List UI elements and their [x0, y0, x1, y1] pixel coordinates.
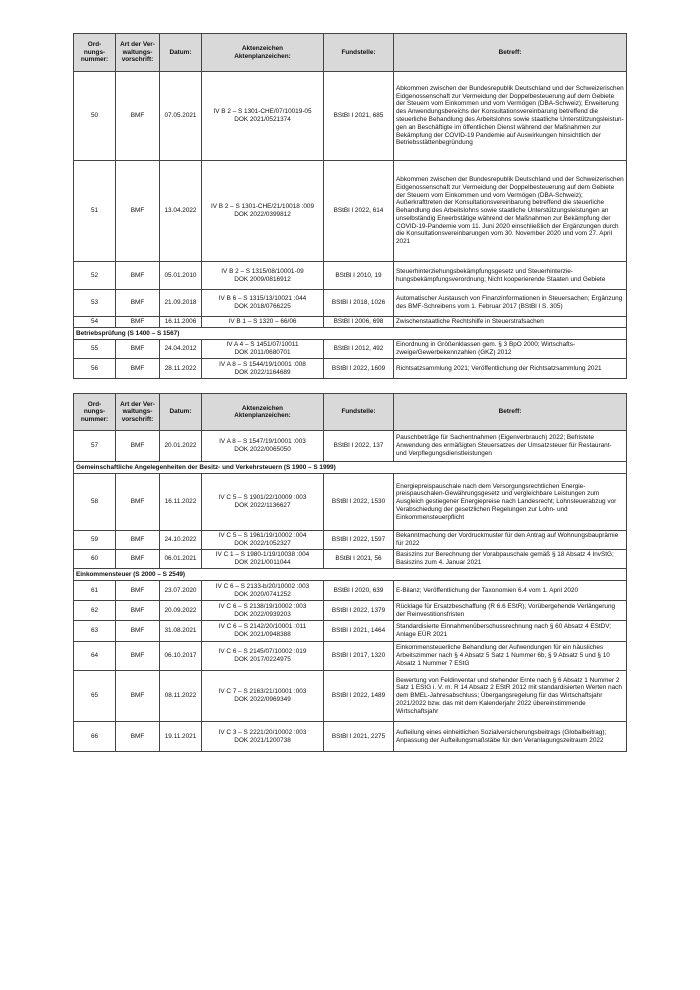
header-ordnungsnummer: Ord- nungs- nummer: — [74, 34, 116, 72]
cell-betreff: Abkommen zwischen der Bundesrepublik Deutschland und der Schweizerischen Eidgenossenschaft zur Vermeidung der Doppelbesteuerung auf dem Gebiete der Steuern vom Einkommen und vom Vermögen (DBA-Schweiz); Erweiterung des Anwendungsbereichs der Konsultationsvereinbarung betreffend die steuerliche Behandlung des Arbeitslohns sowie staatliche Unterstützungsleistungen an Beschäftigte im öffentlichen Dienst während der Maßnahmen zur Bekämpfung der COVID-19 Pandemie auf Auswirkungen hinsichtlich der Betriebsstättenbegründung — [394, 72, 627, 161]
cell-art: BMF — [116, 431, 160, 462]
header-art: Art der Ver- waltungs- vorschrift: — [116, 394, 160, 431]
table-row — [74, 431, 627, 462]
cell-ordnungsnummer: 56 — [74, 359, 116, 379]
header-aktenzeichen: Aktenzeichen Aktenplanzeichen: — [202, 394, 324, 431]
cell-betreff: Aufteilung eines einheitlichen Sozialversicherungsbeitrags (Globalbeitrag); Anpassung der Aufteilungsmaßstäbe für den Veranlagungszeitraum 2022 — [394, 722, 627, 752]
cell-ordnungsnummer: 59 — [74, 531, 116, 550]
cell-fundstelle: BStBl I 2020, 639 — [324, 581, 394, 601]
table-header-row — [74, 34, 627, 72]
table-row — [74, 550, 627, 569]
header-betreff: Betreff: — [394, 394, 627, 431]
cell-art: BMF — [116, 531, 160, 550]
cell-aktenzeichen: IV C 5 – S 1961/19/10002 :004 DOK 2022/1052327 — [202, 531, 324, 550]
cell-ordnungsnummer: 65 — [74, 671, 116, 722]
cell-aktenzeichen: IV C 6 – S 2133-b/20/10002 :003 DOK 2020/0741252 — [202, 581, 324, 601]
header-datum: Datum: — [160, 394, 202, 431]
cell-ordnungsnummer: 60 — [74, 550, 116, 569]
cell-fundstelle: BStBl I 2022, 1489 — [324, 671, 394, 722]
cell-betreff: Steuerhinterziehungsbekämpfungsgesetz und Steuerhinterziehungsbekämpfungsverordnung; Nicht kooperierende Staaten und Gebiete — [394, 262, 627, 290]
table-row — [74, 161, 627, 262]
cell-betreff: Automatischer Austausch von Finanzinformationen in Steuersachen; Ergänzung des BMF-Schreibens vom 1. Februar 2017 (BStBl I S. 305) — [394, 290, 627, 317]
section-heading: Einkommensteuer (S 2000 – S 2549) — [74, 569, 627, 581]
cell-art: BMF — [116, 262, 160, 290]
table-row — [74, 621, 627, 642]
cell-ordnungsnummer: 63 — [74, 621, 116, 642]
cell-ordnungsnummer: 50 — [74, 72, 116, 161]
cell-aktenzeichen: IV B 2 – S 1315/08/10001-09 DOK 2009/0816912 — [202, 262, 324, 290]
table-row — [74, 581, 627, 601]
cell-betreff: Einordnung in Größenklassen gem. § 3 BpO 2000; Wirtschaftszweige/Gewerbekennzahlen (GKZ) 2012 — [394, 340, 627, 359]
table-row — [74, 262, 627, 290]
cell-aktenzeichen: IV A 8 – S 1544/19/10001 :008 DOK 2022/1164689 — [202, 359, 324, 379]
cell-art: BMF — [116, 642, 160, 671]
cell-betreff: Rücklage für Ersatzbeschaffung (R 6.6 EStR); Vorübergehende Verlängerung der Reinvestitionsfristen — [394, 601, 627, 621]
cell-datum: 31.08.2021 — [160, 621, 202, 642]
cell-ordnungsnummer: 66 — [74, 722, 116, 752]
cell-fundstelle: BStBl I 2021, 2275 — [324, 722, 394, 752]
cell-datum: 19.11.2021 — [160, 722, 202, 752]
cell-datum: 21.09.2018 — [160, 290, 202, 317]
header-ordnungsnummer: Ord- nungs- nummer: — [74, 394, 116, 431]
cell-betreff: Einkommensteuerliche Behandlung der Aufwendungen für ein häusliches Arbeitszimmer nach § 4 Absatz 5 Satz 1 Nummer 6b, § 9 Absatz 5 und § 10 Absatz 1 Nummer 7 EStG — [394, 642, 627, 671]
cell-betreff: Bewertung von Feldinventar und stehender Ernte nach § 6 Absatz 1 Nummer 2 Satz 1 EStG i. V. m. R 14 Absatz 2 EStR 2012 mit standardisierten Werten nach dem BMEL-Jahresabschluss; Übergangsregelung für das Wirtschaftsjahr 2021/2022 bzw. das mit dem Kalenderjahr 2022 übereinstimmende Wirtschaftsjahr — [394, 671, 627, 722]
header-fundstelle: Fundstelle: — [324, 34, 394, 72]
cell-betreff: Richtsatzsammlung 2021; Veröffentlichung der Richtsatzsammlung 2021 — [394, 359, 627, 379]
cell-ordnungsnummer: 61 — [74, 581, 116, 601]
cell-fundstelle: BStBl I 2022, 1530 — [324, 474, 394, 531]
table-row — [74, 72, 627, 161]
header-datum: Datum: — [160, 34, 202, 72]
cell-aktenzeichen: IV B 2 – S 1301-CHE/21/10018 :009 DOK 2022/0399812 — [202, 161, 324, 262]
cell-datum: 07.05.2021 — [160, 72, 202, 161]
table-header-row — [74, 394, 627, 431]
cell-art: BMF — [116, 601, 160, 621]
cell-art: BMF — [116, 581, 160, 601]
cell-art: BMF — [116, 340, 160, 359]
section-heading-row — [74, 462, 627, 474]
cell-datum: 24.10.2022 — [160, 531, 202, 550]
cell-fundstelle: BStBl I 2012, 492 — [324, 340, 394, 359]
table-row — [74, 290, 627, 317]
regulations-table-1 — [73, 33, 627, 379]
cell-art: BMF — [116, 72, 160, 161]
table-body-1 — [74, 72, 627, 379]
cell-fundstelle: BStBl I 2018, 1026 — [324, 290, 394, 317]
cell-aktenzeichen: IV C 7 – S 2163/21/10001 :003 DOK 2022/0969349 — [202, 671, 324, 722]
cell-ordnungsnummer: 51 — [74, 161, 116, 262]
header-betreff: Betreff: — [394, 34, 627, 72]
cell-datum: 05.01.2010 — [160, 262, 202, 290]
cell-betreff: Bekanntmachung der Vordruckmuster für den Antrag auf Wohnungsbauprämie für 2022 — [394, 531, 627, 550]
cell-fundstelle: BStBl I 2021, 56 — [324, 550, 394, 569]
cell-fundstelle: BStBl I 2022, 614 — [324, 161, 394, 262]
table-body-2 — [74, 431, 627, 752]
cell-datum: 16.11.2006 — [160, 317, 202, 328]
cell-aktenzeichen: IV A 4 – S 1451/07/10011 DOK 2011/0680701 — [202, 340, 324, 359]
cell-art: BMF — [116, 290, 160, 317]
table-row — [74, 474, 627, 531]
cell-datum: 20.01.2022 — [160, 431, 202, 462]
table-row — [74, 642, 627, 671]
cell-datum: 28.11.2022 — [160, 359, 202, 379]
cell-fundstelle: BStBl I 2022, 1609 — [324, 359, 394, 379]
cell-fundstelle: BStBl I 2022, 1597 — [324, 531, 394, 550]
cell-datum: 06.01.2021 — [160, 550, 202, 569]
cell-art: BMF — [116, 474, 160, 531]
cell-art: BMF — [116, 550, 160, 569]
cell-aktenzeichen: IV C 1 – S 1980-1/19/10038 :004 DOK 2021/0011044 — [202, 550, 324, 569]
cell-fundstelle: BStBl I 2022, 137 — [324, 431, 394, 462]
section-heading-row — [74, 569, 627, 581]
cell-aktenzeichen: IV B 1 – S 1320 – 66/06 — [202, 317, 324, 328]
cell-datum: 13.04.2022 — [160, 161, 202, 262]
cell-aktenzeichen: IV B 2 – S 1301-CHE/07/10019-05 DOK 2021/0521374 — [202, 72, 324, 161]
cell-ordnungsnummer: 53 — [74, 290, 116, 317]
cell-betreff: Pauschbeträge für Sachentnahmen (Eigenverbrauch) 2022; Befristete Anwendung des ermäßigten Steuersatzes der Umsatzsteuer für Restaurant- und Verpflegungsdienstleistungen — [394, 431, 627, 462]
cell-datum: 24.04.2012 — [160, 340, 202, 359]
section-heading: Gemeinschaftliche Angelegenheiten der Besitz- und Verkehrsteuern (S 1900 – S 1999) — [74, 462, 627, 474]
cell-art: BMF — [116, 671, 160, 722]
header-fundstelle: Fundstelle: — [324, 394, 394, 431]
header-art: Art der Ver- waltungs- vorschrift: — [116, 34, 160, 72]
cell-aktenzeichen: IV B 6 – S 1315/13/10021 :044 DOK 2018/0766225 — [202, 290, 324, 317]
cell-betreff: Energiepreispauschale nach dem Versorgungsrechtlichen Energiepreispauschalen-Gewährungsgesetz und vergleichbare Leistungen zum Ausgleich gestiegener Energiepreise nach Landesrecht; Lohnsteuerabzug vor Verabschiedung der gesetzlichen Regelungen zur Lohn- und Einkommensteuerpflicht — [394, 474, 627, 531]
cell-fundstelle: BStBl I 2006, 698 — [324, 317, 394, 328]
section-heading: Betriebsprüfung (S 1400 – S 1567) — [74, 328, 627, 340]
cell-ordnungsnummer: 62 — [74, 601, 116, 621]
table-row — [74, 671, 627, 722]
regulations-table-2 — [73, 393, 627, 752]
cell-ordnungsnummer: 58 — [74, 474, 116, 531]
cell-datum: 16.11.2022 — [160, 474, 202, 531]
cell-ordnungsnummer: 64 — [74, 642, 116, 671]
cell-betreff: Zwischenstaatliche Rechtshilfe in Steuerstrafsachen — [394, 317, 627, 328]
cell-fundstelle: BStBl I 2021, 685 — [324, 72, 394, 161]
cell-datum: 06.10.2017 — [160, 642, 202, 671]
cell-datum: 23.07.2020 — [160, 581, 202, 601]
cell-aktenzeichen: IV C 6 – S 2142/20/10001 :011 DOK 2021/0948388 — [202, 621, 324, 642]
section-heading-row — [74, 328, 627, 340]
table-row — [74, 722, 627, 752]
cell-art: BMF — [116, 359, 160, 379]
cell-ordnungsnummer: 52 — [74, 262, 116, 290]
table-row — [74, 601, 627, 621]
cell-art: BMF — [116, 722, 160, 752]
cell-art: BMF — [116, 621, 160, 642]
cell-art: BMF — [116, 317, 160, 328]
table-row — [74, 531, 627, 550]
cell-betreff: Basiszins zur Berechnung der Vorabpauschale gemäß § 18 Absatz 4 InvStG; Basiszins zum 4. Januar 2021 — [394, 550, 627, 569]
cell-aktenzeichen: IV C 5 – S 1901/22/10009 :003 DOK 2022/1136627 — [202, 474, 324, 531]
cell-datum: 20.09.2022 — [160, 601, 202, 621]
cell-ordnungsnummer: 55 — [74, 340, 116, 359]
cell-art: BMF — [116, 161, 160, 262]
cell-aktenzeichen: IV C 6 – S 2138/19/10002 :003 DOK 2022/0939203 — [202, 601, 324, 621]
cell-aktenzeichen: IV C 3 – S 2221/20/10002 :003 DOK 2021/1200738 — [202, 722, 324, 752]
cell-fundstelle: BStBl I 2022, 1379 — [324, 601, 394, 621]
cell-aktenzeichen: IV A 8 – S 1547/19/10001 :003 DOK 2022/0065050 — [202, 431, 324, 462]
cell-ordnungsnummer: 57 — [74, 431, 116, 462]
table-row — [74, 340, 627, 359]
header-aktenzeichen: Aktenzeichen Aktenplanzeichen: — [202, 34, 324, 72]
cell-betreff: Abkommen zwischen der Bundesrepublik Deutschland und der Schweizerischen Eidgenossenschaft zur Vermeidung der Doppelbesteuerung auf dem Gebiete der Steuern vom Einkommen und vom Vermögen (DBA-Schweiz); Außerkrafttreten der Konsultationsvereinbarung betreffend die steuerliche Behandlung des Arbeitslohns sowie staatliche Unterstützungsleistungen an unselbständig Erwerbstätige während der Maßnahmen zur Bekämpfung der COVID-19-Pandemie vom 11. Juni 2020 einschließlich der Ergänzungen durch die Konsultationsvereinbarungen vom 30. November 2020 und vom 27. April 2021 — [394, 161, 627, 262]
cell-betreff: E-Bilanz; Veröffentlichung der Taxonomien 6.4 vom 1. April 2020 — [394, 581, 627, 601]
cell-betreff: Standardisierte Einnahmenüberschussrechnung nach § 60 Absatz 4 EStDV; Anlage EÜR 2021 — [394, 621, 627, 642]
table-row — [74, 317, 627, 328]
cell-fundstelle: BStBl I 2017, 1320 — [324, 642, 394, 671]
table-row — [74, 359, 627, 379]
cell-fundstelle: BStBl I 2010, 19 — [324, 262, 394, 290]
cell-fundstelle: BStBl I 2021, 1464 — [324, 621, 394, 642]
cell-aktenzeichen: IV C 6 – S 2145/07/10002 :019 DOK 2017/0224975 — [202, 642, 324, 671]
cell-datum: 08.11.2022 — [160, 671, 202, 722]
cell-ordnungsnummer: 54 — [74, 317, 116, 328]
